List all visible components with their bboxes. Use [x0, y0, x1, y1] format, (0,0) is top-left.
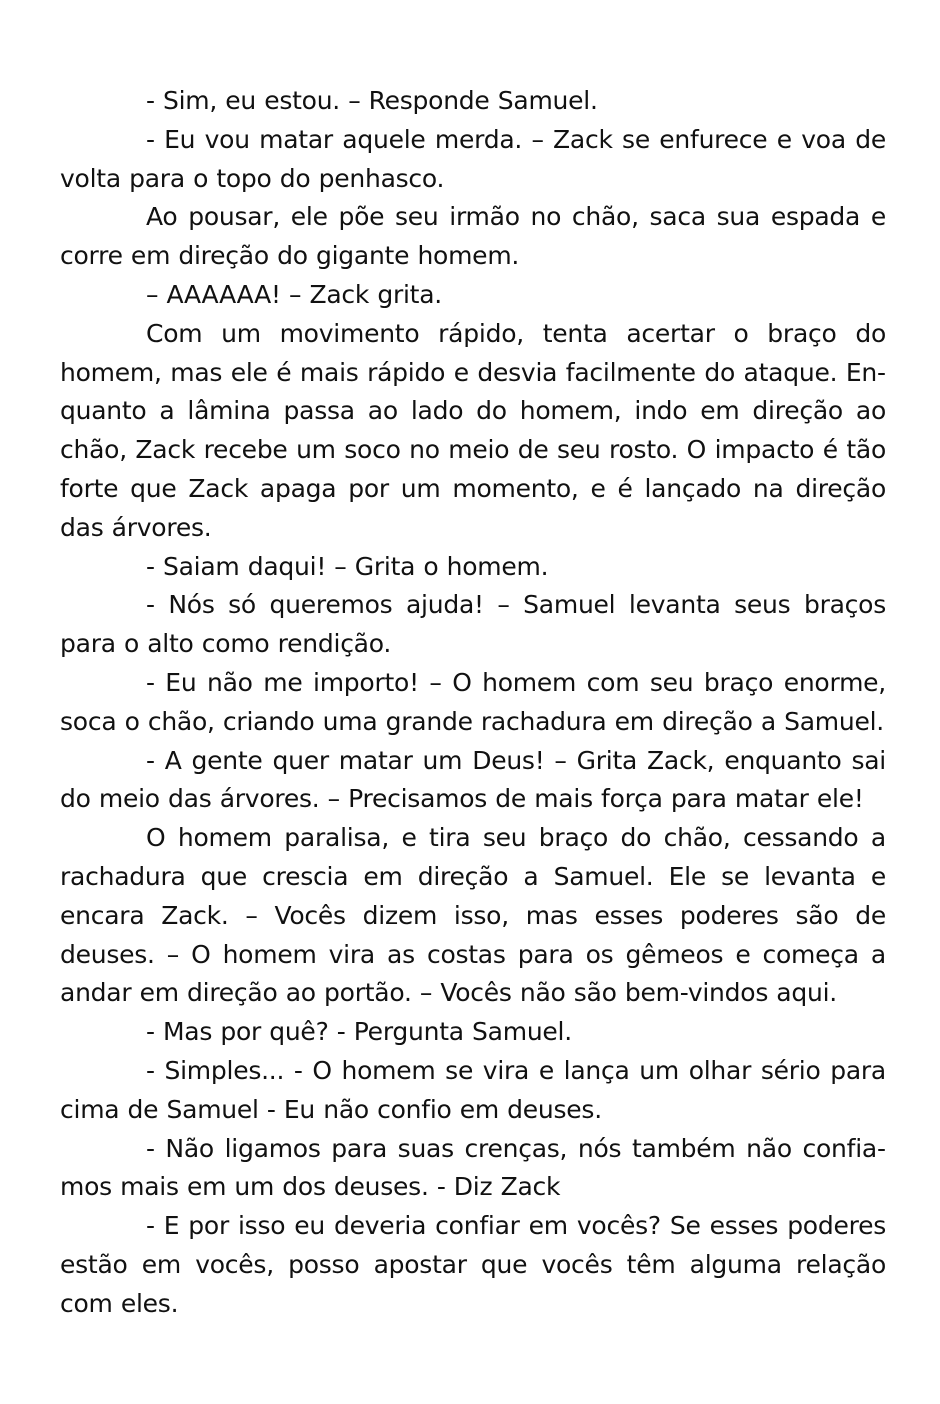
- paragraph-13: - Não ligamos para suas crenças, nós também não confiamos mais em um dos deuses. - Diz Zack: [60, 1133, 886, 1202]
- paragraph-14: - E por isso eu deveria confiar em vocês? Se esses poderes estão em vocês, posso apostar que vocês têm alguma relação com eles.: [60, 1211, 886, 1318]
- paragraph-8: - Eu não me importo! – O homem com seu braço enorme, soca o chão, criando uma grande rachadura em direção a Samuel.: [60, 667, 886, 736]
- paragraph-11: - Mas por quê? - Pergunta Samuel.: [146, 1017, 572, 1047]
- paragraph-10: O homem paralisa, e tira seu braço do chão, cessando a rachadura que crescia em direção a Samuel. Ele se levanta e encara Zack. – Vocês dizem isso, mas esses poderes são de deuses. – O homem vira as costas para os gêmeos e começa a andar em direção ao portão. – Vocês não são bem-vindos aqui.: [60, 823, 886, 1008]
- paragraph-6: - Saiam daqui! – Grita o homem.: [146, 551, 549, 581]
- paragraph-2: - Eu vou matar aquele merda. – Zack se enfurece e voa de volta para o topo do penhasco.: [60, 124, 886, 193]
- paragraph-9: - A gente quer matar um Deus! – Grita Zack, enquanto sai do meio das árvores. – Precisamos de mais força para matar ele!: [60, 745, 886, 814]
- paragraph-12: - Simples... - O homem se vira e lança um olhar sério para cima de Samuel - Eu não confio em deuses.: [60, 1055, 886, 1124]
- paragraph-4: – AAAAAA! – Zack grita.: [146, 279, 442, 309]
- paragraph-5: Com um movimento rápido, tenta acertar o braço do homem, mas ele é mais rápido e desvia facilmente do ataque. Enquanto a lâmina passa ao lado do homem, indo em direção ao chão, Zack recebe um soco no meio de seu rosto. O impacto é tão forte que Zack apaga por um momento, e é lançado na direção das árvores.: [60, 318, 886, 542]
- paragraph-3: Ao pousar, ele põe seu irmão no chão, saca sua espada e corre em direção do gigante homem.: [60, 202, 886, 271]
- paragraph-7: - Nós só queremos ajuda! – Samuel levanta seus braços para o alto como rendição.: [60, 590, 886, 659]
- paragraph-1: - Sim, eu estou. – Responde Samuel.: [146, 86, 598, 115]
- document-page: [60, 82, 886, 1324]
